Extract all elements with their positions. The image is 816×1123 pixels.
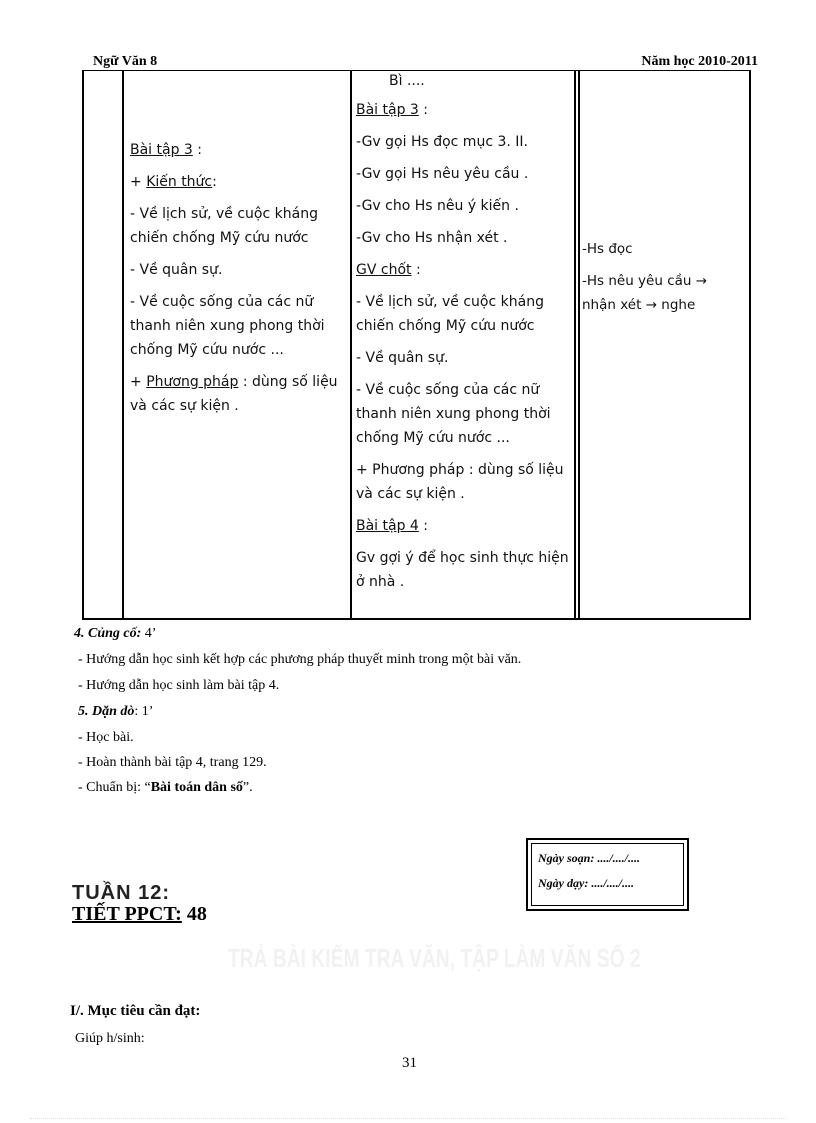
table-divider-3a (574, 70, 576, 618)
content-youth-volunteers: - Về cuộc sống của các nữ thanh niên xung phong thời chống Mỹ cứu nước ... (130, 294, 325, 358)
teacher-step-comment: -Gv cho Hs nhận xét . (356, 230, 508, 246)
teacher-military: - Về quân sự. (356, 350, 449, 366)
consolidation-heading: 4. Củng cố: 4’ (74, 626, 157, 641)
teaching-date: Ngày dạy: ..../..../.... (538, 876, 634, 890)
header-school-year: Năm học 2010-2011 (641, 54, 758, 69)
teacher-step-requirement: -Gv gọi Hs nêu yêu cầu . (356, 166, 529, 182)
homework-heading: 5. Dặn dò: 1’ (78, 704, 154, 719)
objective-intro: Giúp h/sinh: (75, 1031, 145, 1046)
header-subject: Ngữ Văn 8 (93, 54, 158, 69)
consolidation-item-2: - Hướng dẫn học sinh làm bài tập 4. (78, 678, 280, 693)
page-number: 31 (402, 1055, 417, 1071)
student-respond: -Hs nêu yêu cầu → nhận xét → nghe (582, 273, 708, 313)
lesson-title-watermark: TRẢ BÀI KIỂM TRA VĂN, TẬP LÀM VĂN SỐ 2 (228, 943, 641, 973)
content-military: - Về quân sự. (130, 262, 223, 278)
lesson-table (82, 70, 751, 620)
prepared-date: Ngày soạn: ..../..../.... (538, 851, 640, 865)
table-divider-1 (122, 70, 124, 618)
teacher-step-opinion: -Gv cho Hs nêu ý kiến . (356, 198, 519, 214)
content-column (130, 138, 342, 426)
teacher-conclusion: GV chốt : (356, 262, 421, 278)
page-bottom-rule (30, 1118, 786, 1119)
date-stamp-box (526, 838, 689, 911)
teacher-homework-hint: Gv gợi ý để học sinh thực hiện ở nhà . (356, 550, 569, 590)
teacher-exercise4: Bài tập 4 : (356, 518, 429, 534)
objective-heading: I/. Mục tiêu cần đạt: (70, 1003, 201, 1019)
student-column (582, 237, 742, 325)
content-method: + Phương pháp : dùng số liệu và các sự kiện . (130, 374, 338, 414)
homework-item-1: - Học bài. (78, 730, 134, 745)
table-border-left (82, 70, 84, 618)
teacher-top-note: Bì .... (389, 73, 425, 89)
period-heading: TIẾT PPCT: 48 (72, 903, 207, 925)
homework-prepare: - Chuẩn bị: “Bài toán dân số”. (78, 780, 253, 795)
teacher-method: + Phương pháp : dùng số liệu và các sự kiện . (356, 462, 564, 502)
table-divider-2 (350, 70, 352, 618)
teacher-exercise3: Bài tập 3 : (356, 102, 429, 118)
homework-item-2: - Hoàn thành bài tập 4, trang 129. (78, 755, 267, 770)
consolidation-item-1: - Hướng dẫn học sinh kết hợp các phương pháp thuyết minh trong một bài văn. (78, 652, 522, 667)
content-knowledge: + Kiến thức: (130, 174, 217, 190)
teacher-step-read: -Gv gọi Hs đọc mục 3. II. (356, 134, 528, 150)
table-border-right (749, 70, 751, 618)
student-read: -Hs đọc (582, 241, 633, 257)
content-exercise3: Bài tập 3 : (130, 142, 203, 158)
content-history: - Về lịch sử, về cuộc kháng chiến chống Mỹ cứu nước (130, 206, 318, 246)
teacher-column (356, 98, 570, 602)
table-divider-3b (578, 70, 580, 618)
teacher-history: - Về lịch sử, về cuộc kháng chiến chống Mỹ cứu nước (356, 294, 544, 334)
teacher-youth-volunteers: - Về cuộc sống của các nữ thanh niên xung phong thời chống Mỹ cứu nước ... (356, 382, 551, 446)
week-heading: TUẦN 12: (72, 882, 171, 904)
